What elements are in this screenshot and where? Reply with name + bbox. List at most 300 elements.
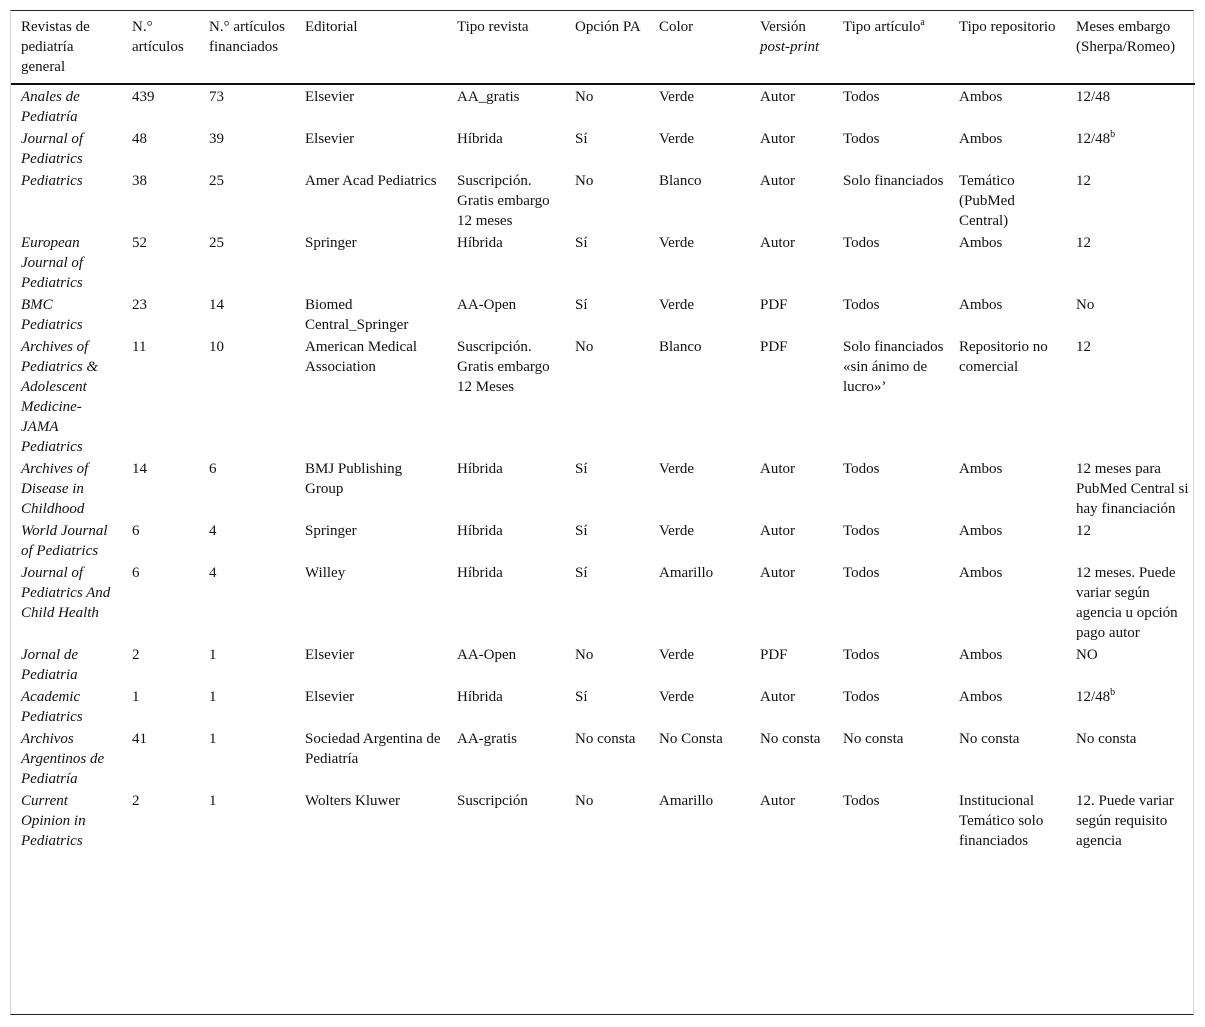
articles-cell <box>122 459 199 521</box>
color-cell-text: No Consta <box>659 731 723 747</box>
column-header-label: Meses embargo (Sherpa/Romeo) <box>1076 19 1176 55</box>
articles-cell <box>122 791 199 853</box>
embargo-cell-text: 12 <box>1076 339 1091 355</box>
embargo-cell <box>1066 171 1195 233</box>
funded-articles-cell <box>199 521 295 563</box>
publisher-cell-text: Elsevier <box>305 647 355 663</box>
color-cell-text: Blanco <box>659 339 702 355</box>
color-cell <box>649 459 750 521</box>
table-row <box>11 233 1195 295</box>
color-cell-text: Verde <box>659 89 694 105</box>
table-row <box>11 521 1195 563</box>
embargo-cell-text: No consta <box>1076 731 1137 747</box>
postprint-version-cell <box>750 233 833 295</box>
journal-type-cell <box>447 129 565 171</box>
oa-option-cell <box>565 459 649 521</box>
column-header <box>11 11 122 84</box>
funded-articles-cell-text: 1 <box>209 647 217 663</box>
articles-cell-text: 48 <box>132 131 147 147</box>
postprint-version-cell <box>750 645 833 687</box>
postprint-version-cell-text: PDF <box>760 339 788 355</box>
publisher-cell <box>295 729 447 791</box>
articles-cell-text: 11 <box>132 339 147 355</box>
repository-type-cell-text: Ambos <box>959 647 1003 663</box>
publisher-cell-text: American Medical Association <box>305 339 418 375</box>
embargo-cell-text: 12 <box>1076 173 1091 189</box>
table-row <box>11 791 1195 853</box>
publisher-cell-text: Sociedad Argentina de Pediatría <box>305 731 441 767</box>
color-cell <box>649 729 750 791</box>
journal-cell-text: Pediatrics <box>21 173 83 189</box>
journal-type-cell <box>447 791 565 853</box>
oa-option-cell <box>565 645 649 687</box>
oa-option-cell <box>565 687 649 729</box>
articles-cell <box>122 687 199 729</box>
color-cell-text: Amarillo <box>659 565 714 581</box>
oa-option-cell-text: Sí <box>575 297 588 313</box>
embargo-cell <box>1066 729 1195 791</box>
funded-articles-cell <box>199 563 295 645</box>
color-cell-text: Verde <box>659 297 694 313</box>
articles-cell <box>122 84 199 129</box>
journal-cell <box>11 295 122 337</box>
publisher-cell-text: Biomed Central_Springer <box>305 297 409 333</box>
embargo-cell-text: 12/48 <box>1076 689 1111 705</box>
color-cell-text: Verde <box>659 235 694 251</box>
color-cell-text: Amarillo <box>659 793 714 809</box>
articles-cell-text: 38 <box>132 173 147 189</box>
table-row <box>11 337 1195 459</box>
articles-cell <box>122 295 199 337</box>
column-header-emphasis: post-print <box>760 39 820 55</box>
article-type-cell-text: Todos <box>843 689 880 705</box>
postprint-version-cell-text: Autor <box>760 461 795 477</box>
article-type-cell <box>833 129 949 171</box>
postprint-version-cell-text: Autor <box>760 89 795 105</box>
publisher-cell-text: Springer <box>305 235 357 251</box>
table-row <box>11 84 1195 129</box>
repository-type-cell <box>949 791 1066 853</box>
funded-articles-cell-text: 1 <box>209 793 217 809</box>
journal-type-cell <box>447 521 565 563</box>
article-type-cell-text: Todos <box>843 523 880 539</box>
color-cell <box>649 645 750 687</box>
publisher-cell-text: Wolters Kluwer <box>305 793 401 809</box>
embargo-cell-text: 12 meses. Puede variar según agencia u opción pago autor <box>1076 565 1178 641</box>
journal-type-cell-text: Suscripción. Gratis embargo 12 Meses <box>457 339 550 395</box>
funded-articles-cell <box>199 791 295 853</box>
article-type-cell-text: Todos <box>843 565 880 581</box>
publisher-cell <box>295 563 447 645</box>
journal-type-cell <box>447 459 565 521</box>
articles-cell <box>122 337 199 459</box>
postprint-version-cell <box>750 129 833 171</box>
repository-type-cell-text: Ambos <box>959 523 1003 539</box>
postprint-version-cell <box>750 84 833 129</box>
color-cell-text: Blanco <box>659 173 702 189</box>
oa-option-cell-text: No <box>575 793 594 809</box>
footnote-marker: a <box>920 17 925 28</box>
postprint-version-cell-text: PDF <box>760 297 788 313</box>
journal-cell-text: Archives of Pediatrics & Adolescent Medicine-JAMA Pediatrics <box>21 339 99 455</box>
postprint-version-cell-text: Autor <box>760 523 795 539</box>
embargo-cell <box>1066 687 1195 729</box>
embargo-cell-text: 12 meses para PubMed Central si hay financiación <box>1076 461 1189 517</box>
article-type-cell <box>833 337 949 459</box>
article-type-cell <box>833 563 949 645</box>
color-cell-text: Verde <box>659 461 694 477</box>
embargo-cell <box>1066 295 1195 337</box>
journal-cell <box>11 459 122 521</box>
postprint-version-cell <box>750 729 833 791</box>
funded-articles-cell-text: 6 <box>209 461 217 477</box>
funded-articles-cell <box>199 295 295 337</box>
column-header <box>750 11 833 84</box>
article-type-cell <box>833 84 949 129</box>
journal-cell-text: Current Opinion in Pediatrics <box>21 793 86 849</box>
publisher-cell-text: Elsevier <box>305 89 355 105</box>
repository-type-cell-text: Ambos <box>959 235 1003 251</box>
oa-option-cell-text: Sí <box>575 235 588 251</box>
oa-option-cell <box>565 233 649 295</box>
journal-type-cell-text: Híbrida <box>457 131 503 147</box>
embargo-cell-text: 12/48 <box>1076 131 1111 147</box>
articles-cell-text: 1 <box>132 689 140 705</box>
repository-type-cell <box>949 84 1066 129</box>
color-cell <box>649 171 750 233</box>
journal-type-cell-text: Híbrida <box>457 461 503 477</box>
postprint-version-cell-text: Autor <box>760 565 795 581</box>
postprint-version-cell-text: Autor <box>760 131 795 147</box>
publisher-cell <box>295 295 447 337</box>
table-row <box>11 687 1195 729</box>
articles-cell-text: 23 <box>132 297 147 313</box>
repository-type-cell-text: Ambos <box>959 131 1003 147</box>
embargo-cell-text: 12 <box>1076 523 1091 539</box>
journal-type-cell <box>447 729 565 791</box>
funded-articles-cell <box>199 459 295 521</box>
funded-articles-cell-text: 1 <box>209 731 217 747</box>
funded-articles-cell <box>199 84 295 129</box>
postprint-version-cell-text: No consta <box>760 731 821 747</box>
postprint-version-cell <box>750 171 833 233</box>
footnote-marker: b <box>1110 129 1116 140</box>
column-header-label: Tipo revista <box>457 19 529 35</box>
repository-type-cell <box>949 337 1066 459</box>
journal-cell-text: World Journal of Pediatrics <box>21 523 108 559</box>
journal-cell <box>11 521 122 563</box>
embargo-cell <box>1066 459 1195 521</box>
embargo-cell-text: No <box>1076 297 1095 313</box>
publisher-cell <box>295 171 447 233</box>
postprint-version-cell <box>750 337 833 459</box>
oa-option-cell <box>565 337 649 459</box>
journal-type-cell-text: Híbrida <box>457 565 503 581</box>
postprint-version-cell <box>750 563 833 645</box>
oa-option-cell-text: No consta <box>575 731 636 747</box>
article-type-cell-text: Todos <box>843 461 880 477</box>
color-cell-text: Verde <box>659 131 694 147</box>
table-row <box>11 129 1195 171</box>
articles-cell <box>122 129 199 171</box>
color-cell <box>649 295 750 337</box>
journal-type-cell-text: AA-Open <box>457 647 517 663</box>
journal-type-cell-text: Híbrida <box>457 689 503 705</box>
publisher-cell <box>295 459 447 521</box>
article-type-cell <box>833 645 949 687</box>
repository-type-cell-text: Ambos <box>959 565 1003 581</box>
oa-option-cell <box>565 84 649 129</box>
journal-cell-text: Journal of Pediatrics And Child Health <box>21 565 111 621</box>
articles-cell-text: 6 <box>132 565 140 581</box>
embargo-cell <box>1066 645 1195 687</box>
repository-type-cell-text: No consta <box>959 731 1020 747</box>
articles-cell-text: 6 <box>132 523 140 539</box>
oa-option-cell-text: No <box>575 647 594 663</box>
journal-cell-text: Journal of Pediatrics <box>21 131 84 167</box>
journal-type-cell-text: Suscripción. Gratis embargo 12 meses <box>457 173 550 229</box>
postprint-version-cell <box>750 687 833 729</box>
article-type-cell <box>833 459 949 521</box>
funded-articles-cell-text: 10 <box>209 339 224 355</box>
funded-articles-cell-text: 73 <box>209 89 224 105</box>
column-header <box>199 11 295 84</box>
journal-type-cell <box>447 687 565 729</box>
journal-cell-text: European Journal of Pediatrics <box>21 235 84 291</box>
publisher-cell-text: Springer <box>305 523 357 539</box>
journal-cell <box>11 563 122 645</box>
journal-cell-text: Anales de Pediatría <box>21 89 80 125</box>
journal-cell-text: Jornal de Pediatria <box>21 647 79 683</box>
journal-type-cell-text: Híbrida <box>457 523 503 539</box>
embargo-cell-text: 12 <box>1076 235 1091 251</box>
postprint-version-cell-text: Autor <box>760 173 795 189</box>
postprint-version-cell-text: Autor <box>760 793 795 809</box>
funded-articles-cell <box>199 233 295 295</box>
article-type-cell <box>833 729 949 791</box>
article-type-cell-text: Todos <box>843 793 880 809</box>
funded-articles-cell <box>199 129 295 171</box>
repository-type-cell <box>949 459 1066 521</box>
repository-type-cell-text: Institucional Temático solo financiados <box>959 793 1044 849</box>
repository-type-cell-text: Temático (PubMed Central) <box>959 173 1015 229</box>
articles-cell-text: 52 <box>132 235 147 251</box>
journals-table <box>11 11 1195 853</box>
column-header <box>122 11 199 84</box>
oa-option-cell-text: Sí <box>575 689 588 705</box>
table-row <box>11 645 1195 687</box>
article-type-cell-text: Solo financiados «sin ánimo de lucro»’ <box>843 339 944 395</box>
articles-cell <box>122 729 199 791</box>
publisher-cell-text: Elsevier <box>305 131 355 147</box>
funded-articles-cell-text: 4 <box>209 565 217 581</box>
publisher-cell <box>295 791 447 853</box>
articles-cell <box>122 233 199 295</box>
footnote-marker: b <box>1110 687 1116 698</box>
oa-option-cell-text: Sí <box>575 523 588 539</box>
journal-cell <box>11 729 122 791</box>
column-header-label: Editorial <box>305 19 358 35</box>
article-type-cell-text: Todos <box>843 297 880 313</box>
article-type-cell <box>833 791 949 853</box>
column-header-label: Color <box>659 19 694 35</box>
journal-type-cell <box>447 171 565 233</box>
oa-option-cell-text: No <box>575 339 594 355</box>
table-row <box>11 459 1195 521</box>
color-cell <box>649 129 750 171</box>
column-header-label: Revistas de pediatría general <box>21 19 90 75</box>
journal-cell <box>11 84 122 129</box>
funded-articles-cell <box>199 687 295 729</box>
color-cell <box>649 337 750 459</box>
article-type-cell <box>833 521 949 563</box>
color-cell <box>649 233 750 295</box>
column-header-label: Versión <box>760 19 806 35</box>
table-row <box>11 295 1195 337</box>
articles-cell-text: 2 <box>132 647 140 663</box>
journal-type-cell-text: AA-Open <box>457 297 517 313</box>
article-type-cell-text: Todos <box>843 89 880 105</box>
embargo-cell <box>1066 791 1195 853</box>
repository-type-cell-text: Ambos <box>959 461 1003 477</box>
column-header-label: Opción PA <box>575 19 641 35</box>
article-type-cell-text: Todos <box>843 131 880 147</box>
publisher-cell <box>295 233 447 295</box>
journal-cell <box>11 645 122 687</box>
oa-option-cell-text: No <box>575 89 594 105</box>
funded-articles-cell-text: 25 <box>209 235 224 251</box>
journal-type-cell <box>447 233 565 295</box>
oa-option-cell <box>565 295 649 337</box>
color-cell-text: Verde <box>659 523 694 539</box>
embargo-cell <box>1066 129 1195 171</box>
article-type-cell <box>833 171 949 233</box>
article-type-cell-text: Todos <box>843 647 880 663</box>
column-header <box>833 11 949 84</box>
articles-cell <box>122 645 199 687</box>
postprint-version-cell <box>750 791 833 853</box>
repository-type-cell <box>949 645 1066 687</box>
funded-articles-cell-text: 25 <box>209 173 224 189</box>
articles-cell <box>122 171 199 233</box>
repository-type-cell-text: Repositorio no comercial <box>959 339 1048 375</box>
postprint-version-cell <box>750 521 833 563</box>
journal-cell <box>11 233 122 295</box>
color-cell-text: Verde <box>659 689 694 705</box>
oa-option-cell-text: No <box>575 173 594 189</box>
embargo-cell <box>1066 233 1195 295</box>
color-cell <box>649 687 750 729</box>
articles-cell-text: 41 <box>132 731 147 747</box>
article-type-cell <box>833 295 949 337</box>
oa-option-cell <box>565 171 649 233</box>
oa-option-cell <box>565 129 649 171</box>
color-cell <box>649 563 750 645</box>
journal-type-cell <box>447 84 565 129</box>
publisher-cell-text: BMJ Publishing Group <box>305 461 403 497</box>
column-header <box>1066 11 1195 84</box>
journal-cell <box>11 687 122 729</box>
column-header-label: Tipo repositorio <box>959 19 1056 35</box>
table-row <box>11 729 1195 791</box>
repository-type-cell <box>949 563 1066 645</box>
article-type-cell <box>833 687 949 729</box>
repository-type-cell <box>949 687 1066 729</box>
column-header <box>649 11 750 84</box>
journal-type-cell-text: Suscripción <box>457 793 528 809</box>
repository-type-cell <box>949 233 1066 295</box>
repository-type-cell <box>949 729 1066 791</box>
embargo-cell-text: NO <box>1076 647 1098 663</box>
funded-articles-cell <box>199 645 295 687</box>
journal-cell-text: BMC Pediatrics <box>21 297 83 333</box>
publisher-cell <box>295 521 447 563</box>
column-header <box>565 11 649 84</box>
repository-type-cell <box>949 521 1066 563</box>
oa-option-cell <box>565 521 649 563</box>
journal-cell-text: Archivos Argentinos de Pediatría <box>21 731 105 787</box>
journal-cell-text: Archives of Disease in Childhood <box>21 461 89 517</box>
column-header <box>447 11 565 84</box>
journal-cell-text: Academic Pediatrics <box>21 689 83 725</box>
postprint-version-cell <box>750 295 833 337</box>
embargo-cell-text: 12. Puede variar según requisito agencia <box>1076 793 1174 849</box>
publisher-cell <box>295 337 447 459</box>
postprint-version-cell-text: PDF <box>760 647 788 663</box>
journal-type-cell <box>447 645 565 687</box>
table-row <box>11 171 1195 233</box>
oa-option-cell <box>565 563 649 645</box>
column-header-label: Tipo artículo <box>843 19 921 35</box>
publisher-cell-text: Elsevier <box>305 689 355 705</box>
color-cell <box>649 521 750 563</box>
postprint-version-cell <box>750 459 833 521</box>
funded-articles-cell <box>199 729 295 791</box>
column-header-label: N.° artículos <box>132 19 184 55</box>
journal-type-cell <box>447 337 565 459</box>
articles-cell-text: 439 <box>132 89 155 105</box>
publisher-cell <box>295 687 447 729</box>
funded-articles-cell-text: 1 <box>209 689 217 705</box>
embargo-cell <box>1066 563 1195 645</box>
table-row <box>11 563 1195 645</box>
repository-type-cell-text: Ambos <box>959 89 1003 105</box>
oa-option-cell-text: Sí <box>575 461 588 477</box>
funded-articles-cell-text: 39 <box>209 131 224 147</box>
embargo-cell-text: 12/48 <box>1076 89 1111 105</box>
publisher-cell <box>295 645 447 687</box>
repository-type-cell <box>949 295 1066 337</box>
article-type-cell-text: No consta <box>843 731 904 747</box>
journal-cell <box>11 791 122 853</box>
funded-articles-cell <box>199 337 295 459</box>
column-header-label: N.° artículos financiados <box>209 19 285 55</box>
journal-type-cell-text: Híbrida <box>457 235 503 251</box>
table-header-row <box>11 11 1195 84</box>
funded-articles-cell-text: 4 <box>209 523 217 539</box>
color-cell <box>649 791 750 853</box>
column-header <box>295 11 447 84</box>
color-cell-text: Verde <box>659 647 694 663</box>
oa-option-cell-text: Sí <box>575 565 588 581</box>
journal-type-cell-text: AA_gratis <box>457 89 520 105</box>
repository-type-cell-text: Ambos <box>959 689 1003 705</box>
oa-option-cell-text: Sí <box>575 131 588 147</box>
repository-type-cell <box>949 129 1066 171</box>
embargo-cell <box>1066 337 1195 459</box>
articles-cell <box>122 563 199 645</box>
embargo-cell <box>1066 84 1195 129</box>
